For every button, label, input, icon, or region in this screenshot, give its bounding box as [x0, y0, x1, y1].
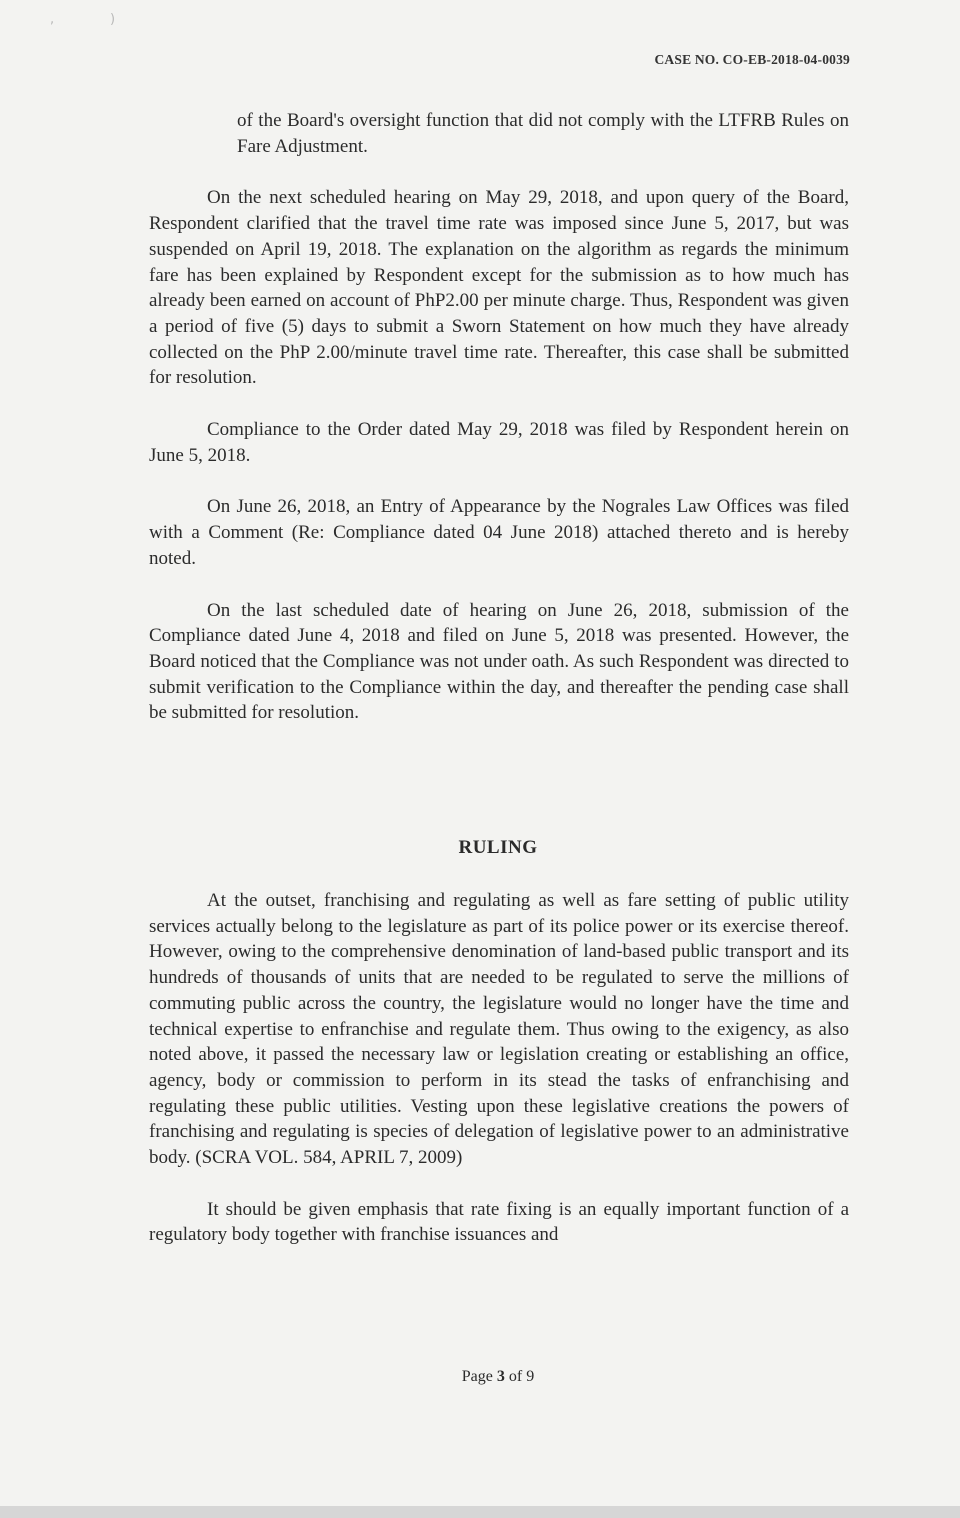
document-body-top — [149, 108, 849, 752]
paragraph-last-hearing: On the last scheduled date of hearing on June 26, 2018, submission of the Compliance dated June 4, 2018 and filed on June 5, 2018 was presented. However, the Board noticed that the Compliance was not under oath. As such Respondent was directed to submit verification to the Compliance within the day, and thereafter the pending case shall be submitted for resolution. — [149, 599, 849, 724]
page-number-suffix: of 9 — [504, 1368, 535, 1385]
paragraph-ruling-outset: At the outset, franchising and regulating as well as fare setting of public utility services actually belong to the legislature as part of its police power or its exercise thereof. However, owing to the comprehensive denomination of land-based public transport and its hundreds of thousands of units that are needed to be regulated to serve the millions of commuting public across the country, the legislature would no longer have the time and technical expertise to enfranchise and regulate them. Thus owing to the exigency, as also noted above, it passed the necessary law or legislation creating or establishing an office, agency, body or commission to perform in its stead the tasks of enfranchising and regulating these public utilities. Vesting upon these legislative creations the powers of franchising and regulating is species of delegation of legislative power to an administrative body. (SCRA VOL. 584, APRIL 7, 2009) — [149, 890, 849, 1169]
paragraph-rate-fixing: It should be given emphasis that rate fixing is an equally important function of a regulatory body together with franchise issuances and — [149, 1198, 849, 1246]
scan-artifact-mark: ) — [110, 12, 116, 27]
paragraph-compliance-filed: Compliance to the Order dated May 29, 2018 was filed by Respondent herein on June 5, 2018. — [149, 419, 849, 466]
scan-artifact-mark: , — [50, 12, 55, 27]
paragraph-entry-of-appearance: On June 26, 2018, an Entry of Appearance by the Nograles Law Offices was filed with a Comment (Re: Compliance dated 04 June 2018) attached thereto and is hereby noted. — [149, 496, 849, 569]
scan-bottom-edge — [0, 1506, 960, 1518]
page-number-prefix: Page — [461, 1368, 497, 1385]
page-number-footer — [0, 1368, 960, 1386]
ruling-heading: RULING — [458, 837, 538, 858]
case-number-header: CASE NO. CO-EB-2018-04-0039 — [654, 52, 850, 67]
page-number-current: 3 — [496, 1368, 505, 1385]
ruling-body — [149, 888, 849, 1274]
paragraph-continuation: of the Board's oversight function that did not comply with the LTFRB Rules on Fare Adjustment. — [237, 110, 849, 157]
paragraph-hearing-may-29: On the next scheduled hearing on May 29, 2018, and upon query of the Board, Respondent clarified that the travel time rate was imposed since June 5, 2017, but was suspended on April 19, 2018. The explanation on the algorithm as regards the minimum fare has been explained by Respondent except for the submission as to how much has already been earned on account of PhP2.00 per minute charge. Thus, Respondent was given a period of five (5) days to submit a Sworn Statement on how much they have already collected on the PhP 2.00/minute travel time rate. Thereafter, this case shall be submitted for resolution. — [149, 187, 849, 389]
